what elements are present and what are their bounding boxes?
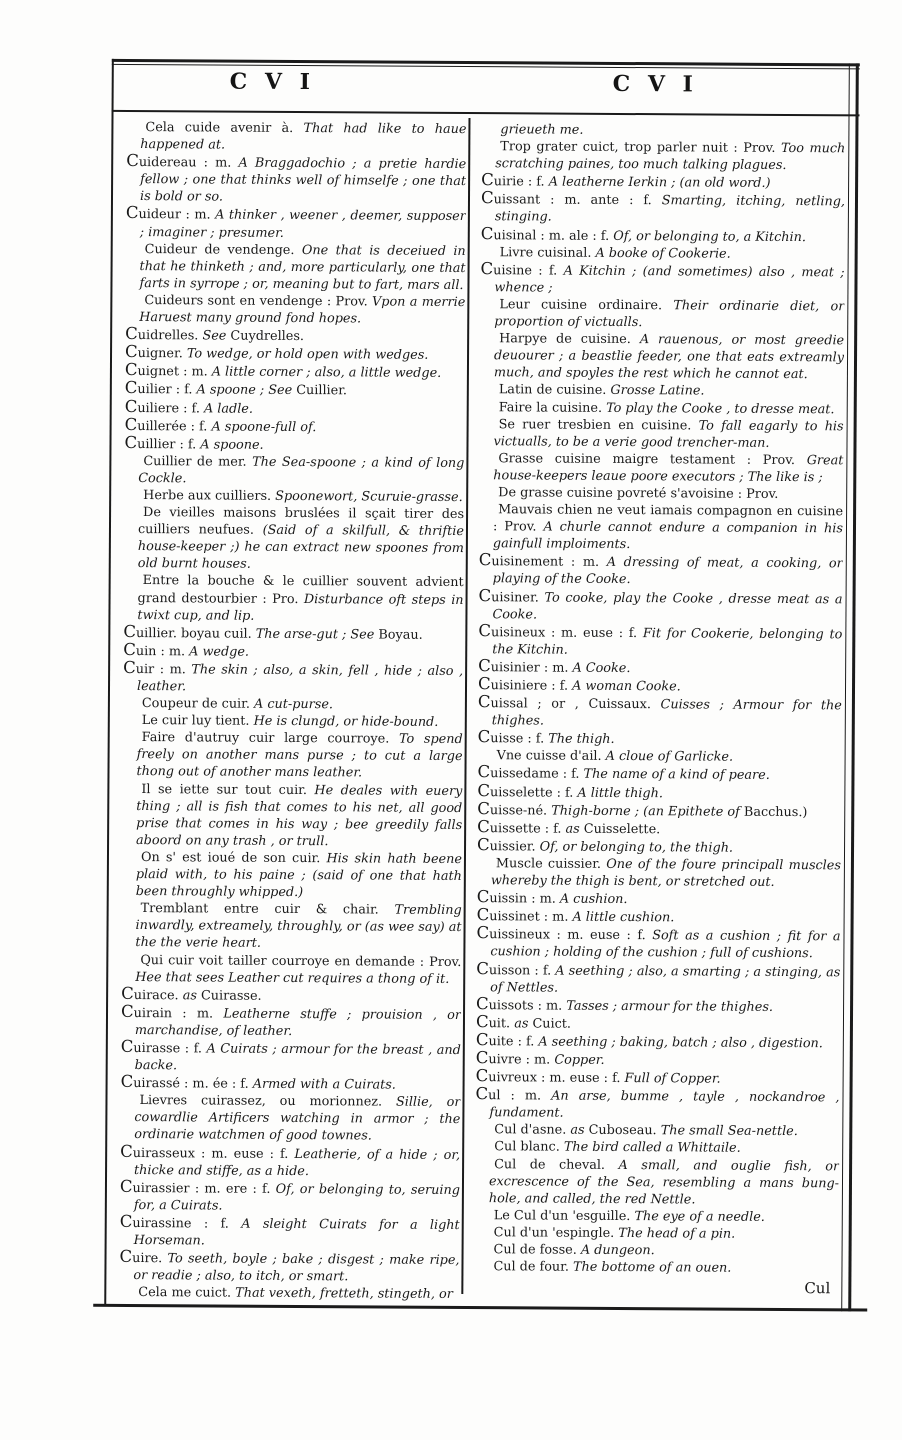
gloss-text: The thigh. — [548, 731, 615, 748]
headword-text: Cuissette : f. — [477, 816, 566, 837]
dictionary-entry — [478, 676, 842, 696]
headword-text: Cuisinement : m. — [478, 550, 607, 571]
headword-text: Bacchus.) — [743, 804, 808, 820]
headword-text: Livre cuisinal. — [499, 244, 596, 261]
headword-text: Cuillier de mer. — [143, 453, 253, 470]
dictionary-subentry — [122, 849, 462, 902]
dictionary-entry — [476, 1050, 840, 1070]
gloss-text: A rauenous, or most greedie deuourer ; a beastlie feeder, one that eats extreamly much, and spoyles the rest which he cannot eat. — [493, 332, 845, 383]
headword-text: Cuidrelles. — [125, 324, 203, 344]
headword-text: Cul de fosse. — [493, 1242, 581, 1258]
headword-text: Le Cul d'un 'esguille. — [493, 1208, 635, 1224]
dictionary-entry — [120, 1001, 462, 1041]
gloss-text: Fit for Cookerie, belonging to the Kitchin. — [492, 625, 843, 658]
gloss-text: A sleight Cuirats for a light Horseman. — [133, 1216, 460, 1249]
gloss-text: Sillie, or cowardlie Artificers watching in armor ; the ordinarie watchmen of good townes. — [134, 1094, 461, 1144]
dictionary-entry — [121, 1074, 461, 1094]
gloss-text: A cloue of Garlicke. — [605, 749, 734, 766]
dictionary-entry — [478, 585, 843, 625]
headword-text: Lievres cuirassez, ou morionnez. — [139, 1093, 397, 1110]
dictionary-subentry — [477, 855, 841, 891]
headword-text: Mauvais chien ne veut iamais compagnon en cuisine : Prov. — [492, 502, 844, 535]
dictionary-subentry — [124, 504, 464, 574]
dictionary-subentry — [121, 900, 461, 953]
gloss-text: A small, and ouglie fish, or excrescence of the Sea, resembling a mans bung-hole, and called, the red Nettle. — [488, 1157, 840, 1208]
dictionary-subentry — [475, 1207, 839, 1226]
headword-text: Cuissin : m. — [476, 887, 560, 907]
headword-text: Cul d'asne. — [494, 1122, 571, 1139]
headword-text: Herbe aux cuilliers. — [143, 488, 276, 504]
gloss-text: (Said of a skilfull, & thriftie house-keeper ;) he can extract new spoones from old burnt houses. — [137, 522, 465, 573]
headword-text: Grasse cuisine maigre testament : Prov. — [498, 451, 807, 468]
dictionary-subentry — [474, 1258, 838, 1277]
gloss-text: The head of a pin. — [618, 1225, 736, 1242]
dictionary-entry — [481, 172, 845, 192]
gloss-text: A ladle. — [203, 400, 254, 417]
dictionary-entry — [477, 762, 841, 785]
dictionary-entry — [125, 362, 465, 382]
headword-text: Cuit. — [475, 1011, 515, 1032]
dictionary-entry — [480, 258, 845, 298]
dictionary-entry — [479, 552, 843, 589]
headword-text: Trop grater cuict, trop parler nuit : Prov. — [500, 139, 782, 157]
headword-text: Cuivre : m. — [475, 1048, 555, 1068]
headword-text: Cuisson : f. — [476, 958, 556, 979]
headword-text: De grasse cuisine povreté s'avoisine : Prov. — [498, 485, 779, 502]
gloss-text: A Cuirats ; armour for the breast , and backe. — [134, 1041, 461, 1074]
gloss-text: The skin ; also, a skin, fell , hide ; also , leather. — [136, 662, 464, 695]
headword-text: Cuisiniere : f. — [477, 674, 573, 694]
headword-text: Cuigner. — [125, 342, 187, 362]
gloss-text: The bird called a Whittaile. — [563, 1140, 741, 1157]
headword-text: Leur cuisine ordinaire. — [499, 297, 674, 314]
gloss-text: See — [202, 328, 231, 344]
headword-text: On s' est ioué de son cuir. — [140, 849, 327, 867]
dictionary-subentry — [125, 292, 465, 328]
dictionary-entry — [124, 414, 465, 437]
headword-text: Cuirasse. — [200, 988, 262, 1004]
dictionary-subentry — [123, 572, 463, 625]
dictionary-subentry — [125, 241, 465, 294]
dictionary-entry — [477, 907, 841, 927]
headword-text: Cuisineux : m. euse : f. — [478, 620, 643, 641]
gloss-text: Too much scratching paines, too much talking plagues. — [495, 141, 846, 174]
dictionary-entry — [123, 657, 464, 697]
headword-text: Cuiliere : f. — [124, 396, 205, 416]
gloss-text: To play the Cooke , to dresse meat. — [606, 400, 835, 417]
dictionary-entry — [125, 380, 465, 400]
headword-text: Cuivreux : m. euse : f. — [475, 1066, 625, 1087]
column-right — [474, 121, 845, 1305]
dictionary-entry — [125, 398, 465, 418]
gloss-text: as — [514, 1016, 533, 1032]
headword-text: Cuydrelles. — [230, 328, 305, 345]
dictionary-entry — [476, 993, 840, 1016]
gloss-text: Trembling inwardly, extreamely, throughly, or (as wee say) at the the verie heart. — [135, 902, 462, 952]
gloss-text: Cuisses ; Armour for the thighes. — [491, 697, 842, 729]
dictionary-subentry — [475, 1121, 839, 1140]
gloss-text: A spoone. — [200, 437, 264, 453]
dictionary-entry — [119, 1176, 460, 1216]
gloss-text: Smarting, itching, netling, stinging. — [494, 193, 846, 226]
page-left-border — [104, 59, 114, 1305]
dictionary-entry — [125, 344, 465, 364]
gloss-text: One that is deceiued in that he thinketh ; and, more particularly, one that farts in syrrope ; or, meaning but to fart, mars all. — [139, 242, 466, 293]
dictionary-subentry — [123, 712, 463, 731]
gloss-text: An arse, bumme , tayle , nockandroe , fundament. — [489, 1088, 840, 1121]
dictionary-subentry — [124, 453, 464, 489]
dictionary-subentry — [480, 382, 844, 401]
headword-text: Cuirasse : f. — [120, 1036, 207, 1057]
dictionary-entry — [475, 1011, 840, 1034]
column-left — [119, 119, 466, 1303]
dictionary-subentry — [481, 121, 845, 140]
gloss-text: Thigh-borne ; (an Epithete of — [551, 803, 744, 820]
dictionary-subentry — [481, 244, 845, 263]
dictionary-entry — [475, 1086, 839, 1123]
headword-text: Cela me cuict. — [138, 1285, 236, 1301]
headword-text: Cuboseau. — [588, 1123, 661, 1139]
gloss-text: Grosse Latine. — [610, 383, 705, 399]
gloss-text: Leatherne stuffe ; prouision , or marchandise, of leather. — [134, 1006, 462, 1039]
gloss-text: A little thigh. — [577, 785, 663, 801]
headword-text: Cuignet : m. — [124, 360, 212, 380]
gloss-text: That vexeth, fretteth, stingeth, or — [235, 1285, 453, 1303]
headword-text: Cuirassier : m. ere : f. — [119, 1176, 276, 1197]
gloss-text: Hee that sees Leather cut requires a thong of it. — [135, 969, 450, 987]
dictionary-entry — [119, 1211, 460, 1251]
gloss-text: A cushion. — [559, 891, 628, 908]
headword-text: Cuillier. boyau cuil. — [123, 621, 256, 642]
headword-text: Cuissots : m. — [476, 993, 567, 1014]
dictionary-subentry — [479, 450, 843, 486]
dictionary-entry — [120, 1036, 461, 1076]
gloss-text: A Kitchin ; (and sometimes) also , meat ; whence ; — [494, 263, 845, 296]
headword-text: Cuissant : m. ante : f. — [480, 188, 662, 209]
page-right-border-outer — [848, 63, 859, 1311]
headword-text: Se ruer tresbien en cuisine. — [498, 416, 699, 434]
dictionary-entry — [125, 326, 465, 346]
headword-text: Cuissal ; or , Cuissaux. — [477, 692, 661, 713]
headword-text: Cuissineux : m. euse : f. — [476, 923, 653, 944]
gloss-text: Spoonewort, Scuruie-grasse. — [275, 488, 463, 505]
gloss-text: Armed with a Cuirats. — [252, 1076, 396, 1093]
dictionary-subentry — [122, 781, 462, 851]
dictionary-entry — [477, 889, 841, 909]
headword-text: Cuisse : f. — [477, 727, 549, 747]
dictionary-subentry — [475, 1139, 839, 1158]
dictionary-entry — [121, 983, 461, 1006]
headword-text: Cuisse-né. — [477, 798, 552, 819]
dictionary-entry — [476, 834, 841, 857]
gloss-text: as — [565, 821, 584, 837]
gloss-text: Of, or belonging to, seruing for, a Cuirats. — [133, 1181, 460, 1214]
dictionary-subentry — [480, 296, 844, 332]
gloss-text: To spend freely on another mans purse ; to cut a large thong out of another mans leather. — [136, 731, 463, 781]
dictionary-subentry — [479, 416, 843, 452]
headword-text: Cuisselette : f. — [477, 780, 578, 801]
gloss-text: Of, or belonging to, a Kitchin. — [613, 228, 806, 245]
gloss-text: Great house-keepers leaue poore executors ; The like is ; — [493, 452, 844, 486]
gloss-text: To wedge, or hold open with wedges. — [186, 346, 429, 364]
dictionary-subentry — [475, 1156, 839, 1210]
headword-text: Cuissedame : f. — [477, 762, 584, 783]
gloss-text: A dressing of meat, a cooking, or playing of the Cooke. — [492, 555, 843, 588]
headword-text: Cuin : m. — [123, 639, 190, 660]
gloss-text: To cooke, play the Cooke , dresse meat as a Cooke. — [492, 590, 843, 623]
headword-text: Cuillier : f. — [124, 432, 201, 453]
gloss-text: grieueth me. — [500, 122, 584, 138]
gloss-text: To fall eagarly to his victualls, to be a verie good trencher-man. — [493, 418, 844, 451]
headword-text: Cuirassine : f. — [119, 1211, 242, 1232]
gloss-text: A thinker , weener , deemer, supposer ; imaginer ; presumer. — [139, 207, 466, 241]
gloss-text: Full of Copper. — [624, 1071, 721, 1087]
dictionary-subentry — [481, 138, 845, 174]
headword-text: Coupeur de cuir. — [141, 696, 255, 712]
dictionary-entry — [477, 816, 841, 839]
dictionary-entry — [478, 620, 843, 660]
gloss-text: Their ordinarie diet, or proportion of victualls. — [494, 298, 845, 331]
headword-text: Harpye de cuisine. — [499, 331, 640, 348]
catchword: Cul — [804, 1279, 831, 1298]
gloss-text: A Braggadochio ; a pretie hardie fellow ; one that thinks well of himselfe ; one that is bold or so. — [139, 155, 467, 205]
gloss-text: The eye of a needle. — [634, 1208, 765, 1225]
gloss-text: Soft as a cushion ; fit for a cushion ; holding of the cushion ; full of cushions. — [490, 928, 841, 962]
gloss-text: Copper. — [554, 1052, 605, 1068]
headword-text: Cul : m. — [475, 1084, 552, 1104]
headword-text: Cuideurs sont en vendenge : Prov. — [144, 293, 373, 310]
dictionary-entry — [478, 658, 842, 678]
dictionary-entry — [123, 621, 463, 644]
gloss-text: To seeth, boyle ; bake ; disgest ; make ripe, or readie ; also, to itch, or smart. — [133, 1251, 460, 1285]
dictionary-subentry — [479, 484, 843, 503]
dictionary-entry — [119, 1249, 459, 1286]
headword-text: Cuirasseux : m. euse : f. — [120, 1141, 295, 1162]
headword-text: Cuir : m. — [123, 657, 192, 678]
headword-text: Il se iette sur tout cuir. — [141, 781, 315, 798]
headword-text: Latin de cuisine. — [498, 382, 611, 399]
dictionary-entry — [475, 1029, 840, 1052]
headword-text: Entre la bouche & le cuillier souvent advient grand destourbier : Pro. — [137, 573, 464, 607]
dictionary-entry — [478, 694, 842, 731]
headword-text: Boyau. — [378, 627, 423, 643]
gloss-text: Vpon a merrie Haruest many ground fond hopes. — [139, 294, 466, 327]
headword-text: Qui cuir voit tailler courroye en demande : Prov. — [140, 952, 462, 970]
gloss-text: A leatherne Ierkin ; (an old word.) — [548, 174, 771, 192]
headword-text: Cuisinal : m. ale : f. — [480, 223, 614, 244]
headword-text: Faire d'autruy cuir large courroye. — [141, 730, 400, 747]
dictionary-subentry — [479, 501, 843, 555]
gloss-text: His skin hath beene plaid with, to his paine ; (said of one that hath been throughly whipped.) — [135, 851, 463, 901]
headword-text: Cuisine : f. — [480, 258, 564, 279]
dictionary-subentry — [478, 747, 842, 766]
gloss-text: as — [570, 1123, 589, 1139]
headword-text: Cuillier. — [296, 383, 348, 399]
dictionary-entry — [480, 223, 845, 246]
running-head-right: C V I — [612, 70, 698, 98]
dictionary-subentry — [124, 487, 464, 506]
dictionary-subentry — [475, 1241, 839, 1260]
headword-text: Cuite : f. — [475, 1029, 539, 1050]
gloss-text: A cut-purse. — [253, 696, 334, 713]
headword-text: Cuisinier : m. — [478, 656, 573, 676]
headword-text: Cuidereau : m. — [126, 151, 239, 171]
gloss-text: One of the foure principall muscles whereby the thigh is bent, or stretched out. — [490, 856, 841, 890]
gloss-text: He is clungd, or hide-bound. — [253, 713, 439, 731]
running-head-left: C V I — [229, 68, 315, 96]
dictionary-subentry — [123, 695, 463, 714]
dictionary-entry — [126, 153, 466, 207]
dictionary-entry — [476, 958, 841, 998]
headword-text: Cuilier : f. — [124, 378, 197, 398]
gloss-text: The small Sea-nettle. — [660, 1123, 798, 1140]
headword-text: Cuirie : f. — [481, 170, 549, 190]
dictionary-entry — [476, 1068, 840, 1088]
headword-text: Cuillerée : f. — [124, 414, 212, 435]
headword-text: De vieilles maisons bruslées il sçait tirer des cuilliers neufues. — [137, 505, 465, 538]
gloss-text: A spoone-full of. — [211, 419, 317, 435]
dictionary-entry — [477, 780, 841, 803]
gloss-text: A Cooke. — [572, 660, 631, 676]
dictionary-subentry — [121, 951, 461, 987]
dictionary-entry — [478, 729, 842, 749]
gloss-text: That had like to haue happened at. — [140, 121, 467, 153]
gloss-text: A little corner ; also, a little wedge. — [211, 364, 442, 382]
gloss-text: He deales with euery thing ; all is fish that comes to his net, all good prise that comes in his way ; bee greedily falls aboord on any trash , or trull. — [136, 782, 463, 850]
dictionary-entry — [123, 639, 463, 662]
headword-text: Cuict. — [532, 1016, 572, 1032]
gloss-text: A dungeon. — [580, 1242, 655, 1259]
dictionary-entry — [126, 205, 466, 242]
gloss-text: A woman Cooke. — [572, 678, 681, 695]
gloss-text: The Sea-spoone ; a kind of long Cockle. — [138, 454, 465, 487]
headword-text: Cuisselette. — [583, 821, 661, 837]
gloss-text: A seething ; also, a smarting ; a stinging, as of Nettles. — [490, 963, 841, 996]
gloss-text: The name of a kind of peare. — [583, 767, 770, 784]
dictionary-subentry — [480, 330, 844, 384]
headword-text: Le cuir luy tient. — [141, 713, 254, 729]
page-bottom-rule — [93, 1304, 867, 1312]
headword-text: Cuire. — [119, 1247, 168, 1267]
gloss-text: Leatherie, of a hide ; or, thicke and stiffe, as a hide. — [134, 1146, 461, 1179]
headword-text: Cuirace. — [121, 983, 183, 1003]
gloss-text: Disturbance oft steps in twixt cup, and lip. — [137, 591, 464, 624]
dictionary-subentry — [122, 729, 462, 782]
headword-text: Cuissinet : m. — [476, 905, 573, 925]
gloss-text: Of, or belonging to, the thigh. — [539, 839, 734, 856]
gloss-text: The bottome of an ouen. — [572, 1259, 732, 1276]
dictionary-subentry — [119, 1284, 459, 1303]
dictionary-entry — [481, 190, 845, 227]
headword-text: Cuirassé : m. ée : f. — [120, 1072, 253, 1092]
gloss-text: The arse-gut ; See — [255, 626, 379, 643]
gloss-text: A booke of Cookerie. — [595, 245, 731, 262]
headword-text: Cul de four. — [493, 1259, 574, 1275]
headword-text: Cuirain : m. — [120, 1001, 224, 1022]
headword-text: Muscle cuissier. — [495, 856, 607, 872]
gloss-text: A wedge. — [189, 644, 250, 660]
headword-text: Cuissier. — [476, 834, 540, 855]
header-rule — [112, 110, 860, 117]
headword-text: Vne cuisse d'ail. — [496, 748, 606, 765]
dictionary-entry — [120, 1143, 460, 1180]
dictionary-subentry — [120, 1092, 460, 1145]
dictionary-subentry — [475, 1224, 839, 1243]
dictionary-entry — [477, 798, 841, 821]
gloss-text: A seething ; baking, batch ; also , digestion. — [538, 1034, 823, 1052]
dictionary-entry — [476, 925, 840, 962]
headword-text: Cuisiner. — [478, 585, 545, 606]
headword-text: Cul d'un 'espingle. — [493, 1225, 619, 1241]
headword-text: Cuideur : m. — [125, 203, 216, 223]
headword-text: Cuideur de vendenge. — [144, 241, 302, 258]
gloss-text: Tasses ; armour for the thighes. — [566, 998, 774, 1015]
dictionary-entry — [124, 432, 464, 455]
dictionary-subentry — [126, 119, 466, 155]
headword-text: Cul de cheval. — [494, 1156, 619, 1173]
gloss-text: as — [182, 987, 202, 1004]
headword-text: Cul blanc. — [494, 1139, 564, 1156]
gloss-text: A churle cannot endure a companion in his gainfull imploiments. — [492, 519, 844, 553]
dictionary-subentry — [480, 399, 844, 418]
headword-text: Cela cuide avenir à. — [145, 120, 304, 137]
gloss-text: A spoone ; See — [196, 382, 297, 399]
headword-text: Faire la cuisine. — [498, 399, 607, 416]
headword-text: Tremblant entre cuir & chair. — [140, 901, 395, 918]
gloss-text: A little cushion. — [572, 909, 675, 926]
